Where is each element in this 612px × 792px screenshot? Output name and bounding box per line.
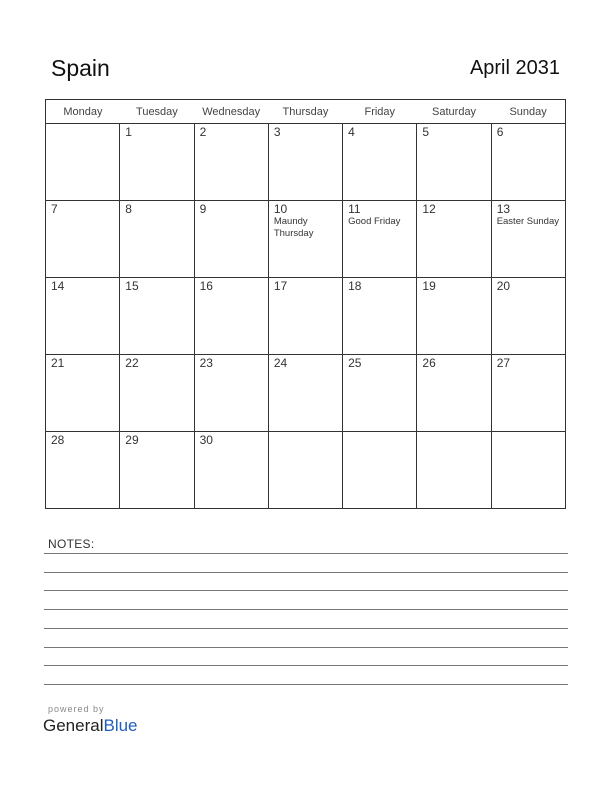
note-line [44,553,568,554]
calendar-day-cell [194,278,268,355]
weekday-saturday: Saturday [417,100,491,124]
calendar-day-cell [417,432,491,509]
day-number: 6 [496,125,504,139]
calendar-day-cell [120,201,194,278]
calendar-day-cell [417,201,491,278]
day-number: 10 [273,202,288,216]
day-number: 3 [273,125,281,139]
note-line [44,647,568,648]
note-line [44,590,568,591]
day-number [343,432,416,434]
day-number [417,432,490,434]
calendar-day-cell [343,201,417,278]
weekday-sunday: Sunday [491,100,565,124]
day-number: 22 [125,356,139,370]
day-number: 28 [51,433,65,447]
holiday-label: Maundy Thursday [273,216,314,239]
weekday-wednesday: Wednesday [194,100,268,124]
calendar-day-cell [120,124,194,201]
calendar-day-cell [268,124,342,201]
day-number: 4 [348,125,355,139]
note-line [44,572,568,573]
day-number: 8 [125,202,132,216]
day-number: 12 [422,202,436,216]
brand-logo-blue: Blue [103,716,138,735]
calendar-day-cell [46,278,120,355]
weekday-monday: Monday [46,100,120,124]
calendar-day-cell [491,124,565,201]
day-number: 17 [273,279,288,293]
day-number: 30 [199,433,213,447]
note-line [44,665,568,666]
day-number: 19 [422,279,436,293]
holiday-label: Easter Sunday [496,216,560,227]
day-number: 1 [125,125,132,139]
calendar-day-cell [46,355,120,432]
note-line [44,609,568,610]
brand-logo [43,716,138,736]
calendar-grid [45,99,566,509]
calendar-day-cell [343,432,417,509]
calendar-day-cell [491,278,565,355]
day-number: 2 [199,125,207,139]
calendar-day-cell [343,124,417,201]
calendar-day-cell [268,432,342,509]
calendar-day-cell [268,201,342,278]
day-number: 25 [348,356,362,370]
calendar-day-cell [46,201,120,278]
day-number: 21 [51,356,65,370]
weekday-header-row [46,100,566,124]
calendar-day-cell [491,355,565,432]
day-number: 20 [496,279,511,293]
calendar-day-cell [417,278,491,355]
calendar-day-cell [194,432,268,509]
day-number: 27 [496,356,511,370]
calendar-day-cell [194,124,268,201]
weekday-tuesday: Tuesday [120,100,194,124]
day-number: 14 [51,279,65,293]
calendar-day-cell [120,355,194,432]
day-number: 18 [348,279,362,293]
day-number [269,432,342,434]
calendar-week-row [46,124,566,201]
day-number: 24 [273,356,288,370]
weekday-friday: Friday [343,100,417,124]
day-number: 29 [125,433,139,447]
calendar-day-cell [417,355,491,432]
day-number [46,124,119,126]
calendar-day-cell [268,355,342,432]
day-number: 15 [125,279,139,293]
calendar-week-row [46,278,566,355]
calendar-day-cell [194,201,268,278]
calendar-day-cell [491,432,565,509]
day-number: 11 [348,202,361,216]
calendar-week-row [46,355,566,432]
calendar-day-cell [46,124,120,201]
calendar-day-cell [417,124,491,201]
calendar-day-cell [343,355,417,432]
holiday-label: Good Friday [348,216,401,227]
calendar-day-cell [268,278,342,355]
calendar-week-row [46,432,566,509]
calendar-day-cell [343,278,417,355]
calendar-day-cell [491,201,565,278]
notes-label: NOTES: [48,537,95,551]
brand-logo-general: General [43,716,104,735]
note-line [44,684,568,685]
day-number: 13 [496,202,511,216]
month-year-title: April 2031 [469,57,560,79]
calendar-day-cell [194,355,268,432]
country-title: Spain [51,55,110,81]
day-number: 23 [199,356,213,370]
day-number: 26 [422,356,436,370]
day-number [492,432,565,434]
calendar-day-cell [120,432,194,509]
day-number: 5 [422,125,430,139]
day-number: 9 [199,202,207,216]
powered-by-text: powered by [48,704,105,714]
weekday-thursday: Thursday [268,100,342,124]
calendar-day-cell [46,432,120,509]
day-number: 7 [51,202,58,216]
calendar-day-cell [120,278,194,355]
day-number: 16 [199,279,213,293]
note-line [44,628,568,629]
calendar-week-row [46,201,566,278]
